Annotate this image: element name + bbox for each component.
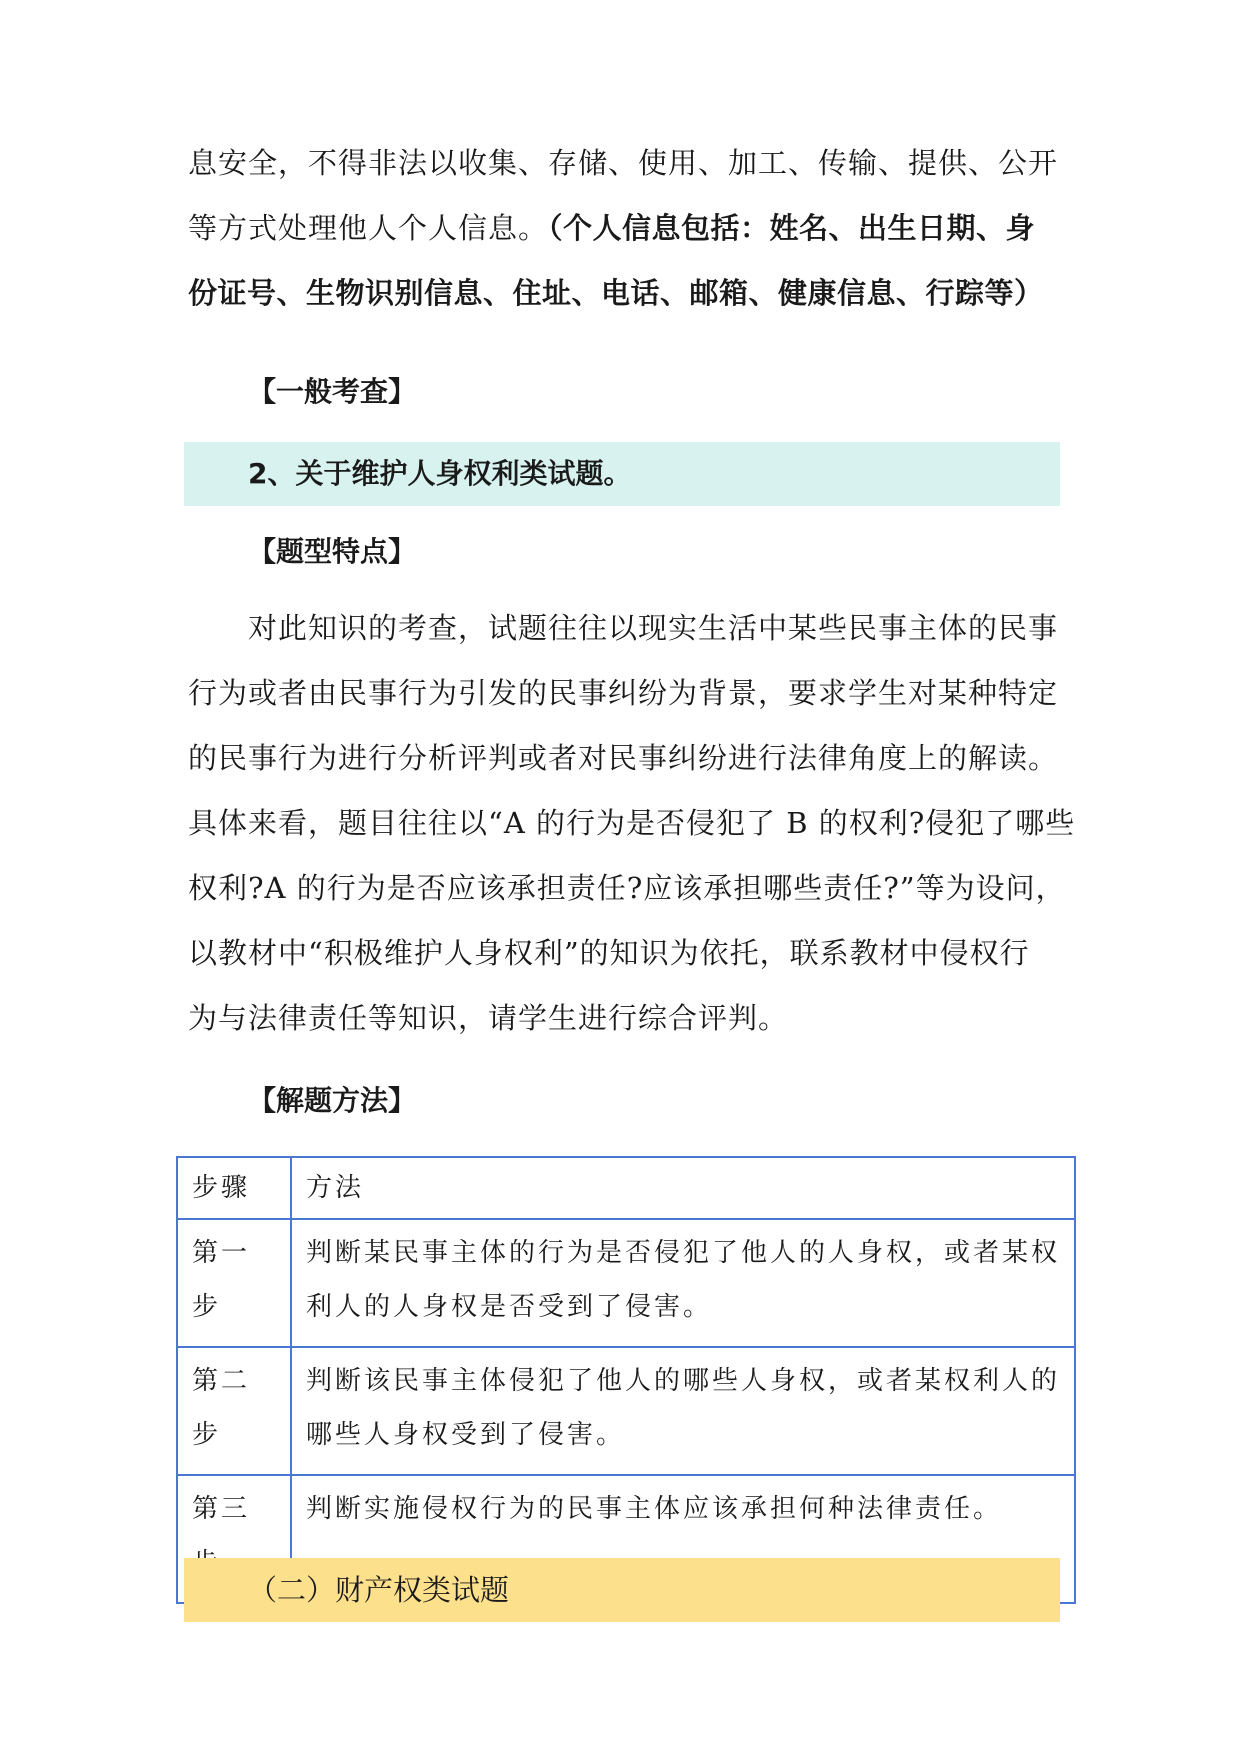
next-section-band: [184, 1558, 1060, 1622]
text-normal: 等方式处理他人个人信息。: [188, 211, 549, 245]
step-cell: 第一步: [177, 1219, 291, 1347]
paragraph-line: 对此知识的考查，试题往往以现实生活中某些民事主体的民事: [188, 611, 1059, 645]
method-cell: 判断该民事主体侵犯了他人的哪些人身权，或者某权利人的哪些人身权受到了侵害。: [291, 1347, 1075, 1475]
paragraph-line: 行为或者由民事行为引发的民事纠纷为背景，要求学生对某种特定: [188, 676, 1059, 710]
method-cell: 判断实施侵权行为的民事主体应该承担何种法律责任。: [291, 1475, 1075, 1603]
text-line-2: [188, 208, 1035, 248]
paragraph-line: 为与法律责任等知识，请学生进行综合评判。: [188, 1001, 789, 1035]
paragraph-line: 具体来看，题目往往以“A 的行为是否侵犯了 B 的权利?侵犯了哪些: [188, 806, 1076, 840]
section-title-band: [184, 442, 1060, 506]
paragraph-line: 的民事行为进行分析评判或者对民事纠纷进行法律角度上的解读。: [188, 741, 1059, 775]
section-title: 2、关于维护人身权利类试题。: [248, 457, 632, 490]
heading-features: 【题型特点】: [248, 535, 417, 568]
heading-method: 【解题方法】: [248, 1084, 417, 1117]
table-row: [177, 1219, 1075, 1347]
heading-general: 【一般考查】: [248, 375, 417, 408]
step-cell: 第三: [177, 1475, 291, 1603]
method-table: [176, 1156, 1076, 1604]
table-header-row: [177, 1157, 1075, 1219]
text-bold: （个人信息包括：姓名、出生日期、身: [548, 211, 1036, 245]
paragraph-line: 权利?A 的行为是否应该承担责任?应该承担哪些责任?”等为设问，: [188, 871, 1066, 905]
text-line-3: [188, 273, 1044, 313]
step-cell: 第二步: [177, 1347, 291, 1475]
paragraph-line: 以教材中“积极维护人身权利”的知识为依托，联系教材中侵权行: [188, 936, 1030, 970]
table-header-cell: 步骤: [177, 1157, 291, 1219]
method-cell: 判断某民事主体的行为是否侵犯了他人的人身权，或者某权利人的人身权是否受到了侵害。: [291, 1219, 1075, 1347]
text-line-1: [188, 143, 1058, 183]
table-header-cell: 方法: [291, 1157, 1075, 1219]
table-row: [177, 1347, 1075, 1475]
text-bold: 份证号、生物识别信息、住址、电话、邮箱、健康信息、行踪等）: [188, 276, 1044, 310]
text-normal: 息安全，不得非法以收集、存储、使用、加工、传输、提供、公开: [188, 146, 1059, 180]
next-section-title: （二）财产权类试题: [248, 1573, 510, 1607]
